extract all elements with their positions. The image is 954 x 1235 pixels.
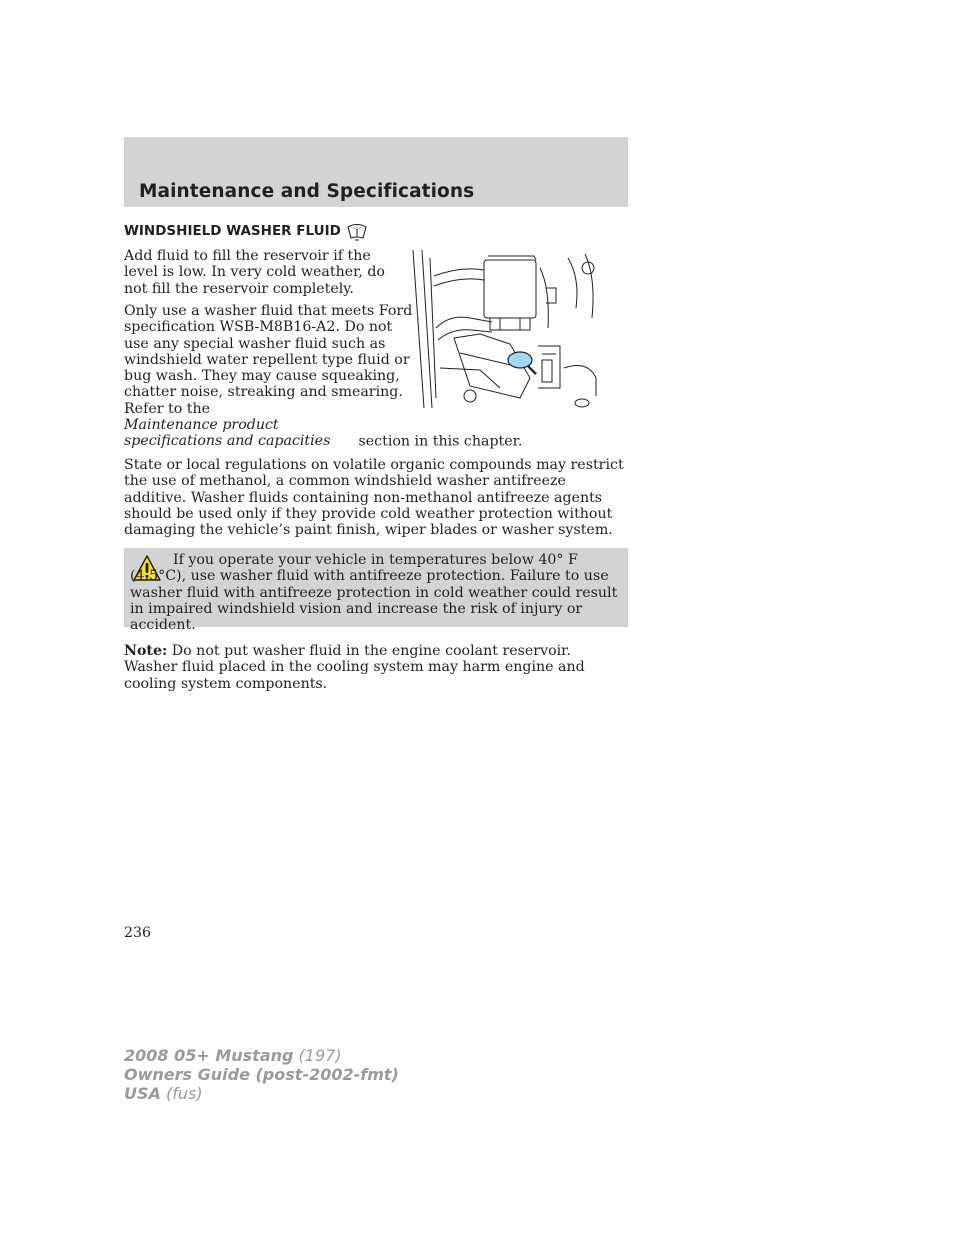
warning-text: If you operate your vehicle in temperatures below 40° F (4.5°C), use washer fluid with antifreeze protection. Failure to use washer fluid with antifreeze protection in cold weather could result in impaired windshield vision and increase the risk of injury or accident. <box>130 552 618 634</box>
fluid-specification-text: Only use a washer fluid that meets Ford specification WSB-M8B16-A2. Do not use any special washer fluid such as windshield water repellent type fluid or bug wash. They may cause squeaking, chatter noise, streaking and smearing. Refer to the <box>124 303 413 417</box>
section-heading-text: WINDSHIELD WASHER FLUID <box>124 223 341 239</box>
footer-line-model: 2008 05+ Mustang (197) <box>124 1046 342 1065</box>
warning-box <box>124 548 628 634</box>
section-heading <box>124 221 368 241</box>
page-title: Maintenance and Specifications <box>139 181 475 202</box>
reference-suffix-text: section in this chapter. <box>354 433 523 450</box>
page-number: 236 <box>124 925 152 941</box>
note-label: Note: <box>124 643 168 659</box>
fluid-specification-reference <box>124 417 628 450</box>
section-header-band <box>124 137 628 207</box>
document-footer <box>124 1046 399 1103</box>
reference-link-text: Maintenance product specifications and capacities <box>124 417 331 450</box>
methanol-regulation-paragraph: State or local regulations on volatile organic compounds may restrict the use of methanol, a common windshield washer antifreeze additive. Washer fluids containing non-methanol antifreeze agents should be used only if they provide cold weather protection without damaging the vehicle’s paint finish, wiper blades or washer system. <box>124 457 624 539</box>
fluid-specification-paragraph <box>124 303 414 417</box>
washer-reservoir-illustration <box>410 248 600 412</box>
reservoir-fill-paragraph: Add fluid to fill the reservoir if the level is low. In very cold weather, do not fill the reservoir completely. <box>124 248 385 297</box>
footer-line-region: USA (fus) <box>124 1084 203 1103</box>
windshield-washer-icon <box>346 221 368 241</box>
footer-line-guide: Owners Guide (post-2002-fmt) <box>124 1065 399 1084</box>
note-paragraph <box>124 643 628 692</box>
note-text: Do not put washer fluid in the engine coolant reservoir. Washer fluid placed in the cooling system may harm engine and cooling system components. <box>124 643 585 692</box>
